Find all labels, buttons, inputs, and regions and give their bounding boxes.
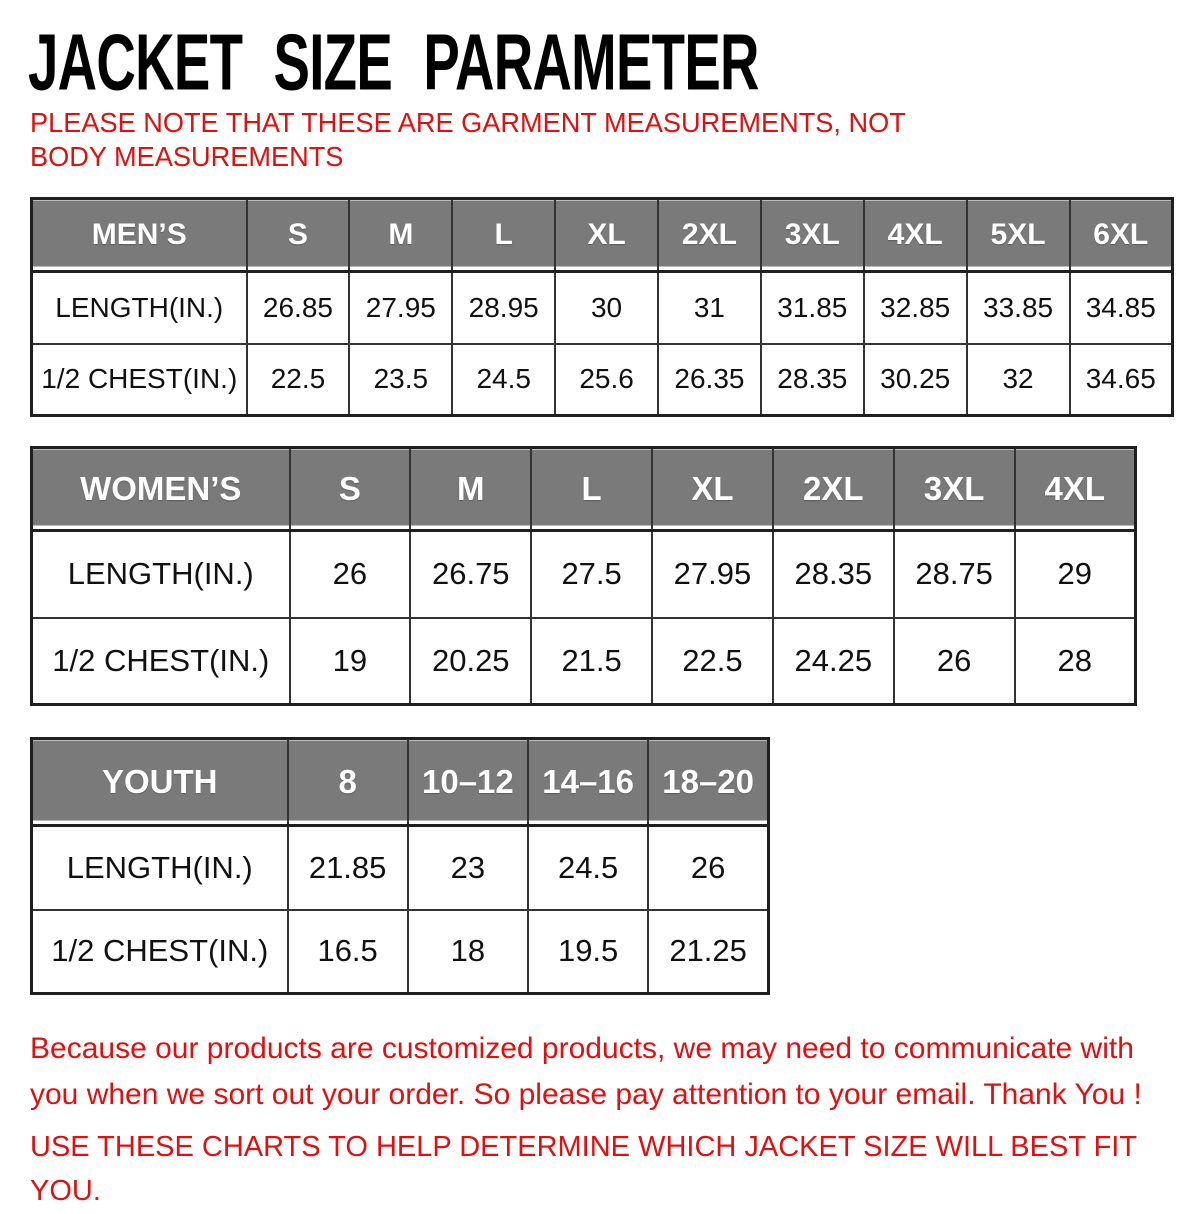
measurement-value: 32.85 [864, 272, 967, 344]
measurement-value: 28.35 [773, 531, 894, 618]
size-column-header: 3XL [894, 448, 1015, 531]
measurement-value: 28 [1015, 618, 1136, 705]
measurement-value: 24.25 [773, 618, 894, 705]
measurement-value: 24.5 [528, 826, 648, 910]
measurement-value: 23 [408, 826, 528, 910]
garment-measurement-note: PLEASE NOTE THAT THESE ARE GARMENT MEASUREMENTS, NOT BODY MEASUREMENTS [30, 107, 906, 173]
size-column-header: 4XL [1015, 448, 1136, 531]
measurement-value: 19.5 [528, 910, 648, 994]
youth-size-table [30, 737, 770, 995]
measurement-value: 20.25 [410, 618, 531, 705]
size-column-header: 2XL [658, 199, 761, 272]
measurement-value: 34.65 [1070, 344, 1173, 416]
measurement-value: 30.25 [864, 344, 967, 416]
row-label: LENGTH(IN.) [32, 826, 288, 910]
youth-size-table-category-header: YOUTH [32, 739, 288, 826]
row-label: LENGTH(IN.) [32, 272, 247, 344]
size-column-header: L [531, 448, 652, 531]
youth-size-table-header-row [32, 739, 769, 826]
measurement-value: 27.95 [349, 272, 452, 344]
row-label: 1/2 CHEST(IN.) [32, 910, 288, 994]
measurement-value: 24.5 [452, 344, 555, 416]
size-column-header: 18–20 [648, 739, 768, 826]
size-column-header: S [247, 199, 350, 272]
row-label: 1/2 CHEST(IN.) [32, 344, 247, 416]
measurement-value: 21.85 [288, 826, 408, 910]
measurement-value: 27.5 [531, 531, 652, 618]
measurement-value: 26 [290, 531, 411, 618]
measurement-value: 29 [1015, 531, 1136, 618]
measurement-value: 26 [894, 618, 1015, 705]
size-column-header: L [452, 199, 555, 272]
size-column-header: 8 [288, 739, 408, 826]
measurement-value: 25.6 [555, 344, 658, 416]
size-column-header: 6XL [1070, 199, 1173, 272]
measurement-value: 31 [658, 272, 761, 344]
table-row [32, 618, 1136, 705]
measurement-value: 34.85 [1070, 272, 1173, 344]
mens-size-table [30, 197, 1174, 417]
mens-size-table-header-row [32, 199, 1173, 272]
size-column-header: 3XL [761, 199, 864, 272]
womens-size-table-category-header: WOMEN’S [32, 448, 290, 531]
measurement-value: 16.5 [288, 910, 408, 994]
measurement-value: 26 [648, 826, 768, 910]
size-column-header: 4XL [864, 199, 967, 272]
table-row [32, 910, 769, 994]
row-label: 1/2 CHEST(IN.) [32, 618, 290, 705]
womens-size-table [30, 446, 1137, 706]
measurement-value: 26.85 [247, 272, 350, 344]
measurement-value: 21.5 [531, 618, 652, 705]
measurement-value: 28.95 [452, 272, 555, 344]
measurement-value: 22.5 [652, 618, 773, 705]
measurement-value: 28.35 [761, 344, 864, 416]
size-column-header: 14–16 [528, 739, 648, 826]
measurement-value: 27.95 [652, 531, 773, 618]
mens-size-table-category-header: MEN’S [32, 199, 247, 272]
measurement-value: 26.75 [410, 531, 531, 618]
size-column-header: 2XL [773, 448, 894, 531]
size-column-header: M [410, 448, 531, 531]
size-column-header: S [290, 448, 411, 531]
page-title: JACKET SIZE PARAMETER [28, 17, 759, 107]
measurement-value: 23.5 [349, 344, 452, 416]
measurement-value: 28.75 [894, 531, 1015, 618]
size-column-header: 5XL [967, 199, 1070, 272]
measurement-value: 30 [555, 272, 658, 344]
size-column-header: M [349, 199, 452, 272]
chart-usage-note: USE THESE CHARTS TO HELP DETERMINE WHICH JACKET SIZE WILL BEST FIT YOU. [30, 1131, 1137, 1208]
size-column-header: XL [555, 199, 658, 272]
measurement-value: 22.5 [247, 344, 350, 416]
measurement-value: 32 [967, 344, 1070, 416]
womens-size-table-header-row [32, 448, 1136, 531]
measurement-value: 31.85 [761, 272, 864, 344]
table-row [32, 272, 1173, 344]
measurement-value: 26.35 [658, 344, 761, 416]
size-column-header: XL [652, 448, 773, 531]
table-row [32, 826, 769, 910]
measurement-value: 33.85 [967, 272, 1070, 344]
measurement-value: 19 [290, 618, 411, 705]
size-column-header: 10–12 [408, 739, 528, 826]
measurement-value: 18 [408, 910, 528, 994]
row-label: LENGTH(IN.) [32, 531, 290, 618]
customization-email-note: Because our products are customized products, we may need to communicate with you when we sort out your order. So please pay attention to your email. Thank You ! [30, 1032, 1142, 1111]
measurement-value: 21.25 [648, 910, 768, 994]
table-row [32, 344, 1173, 416]
table-row [32, 531, 1136, 618]
